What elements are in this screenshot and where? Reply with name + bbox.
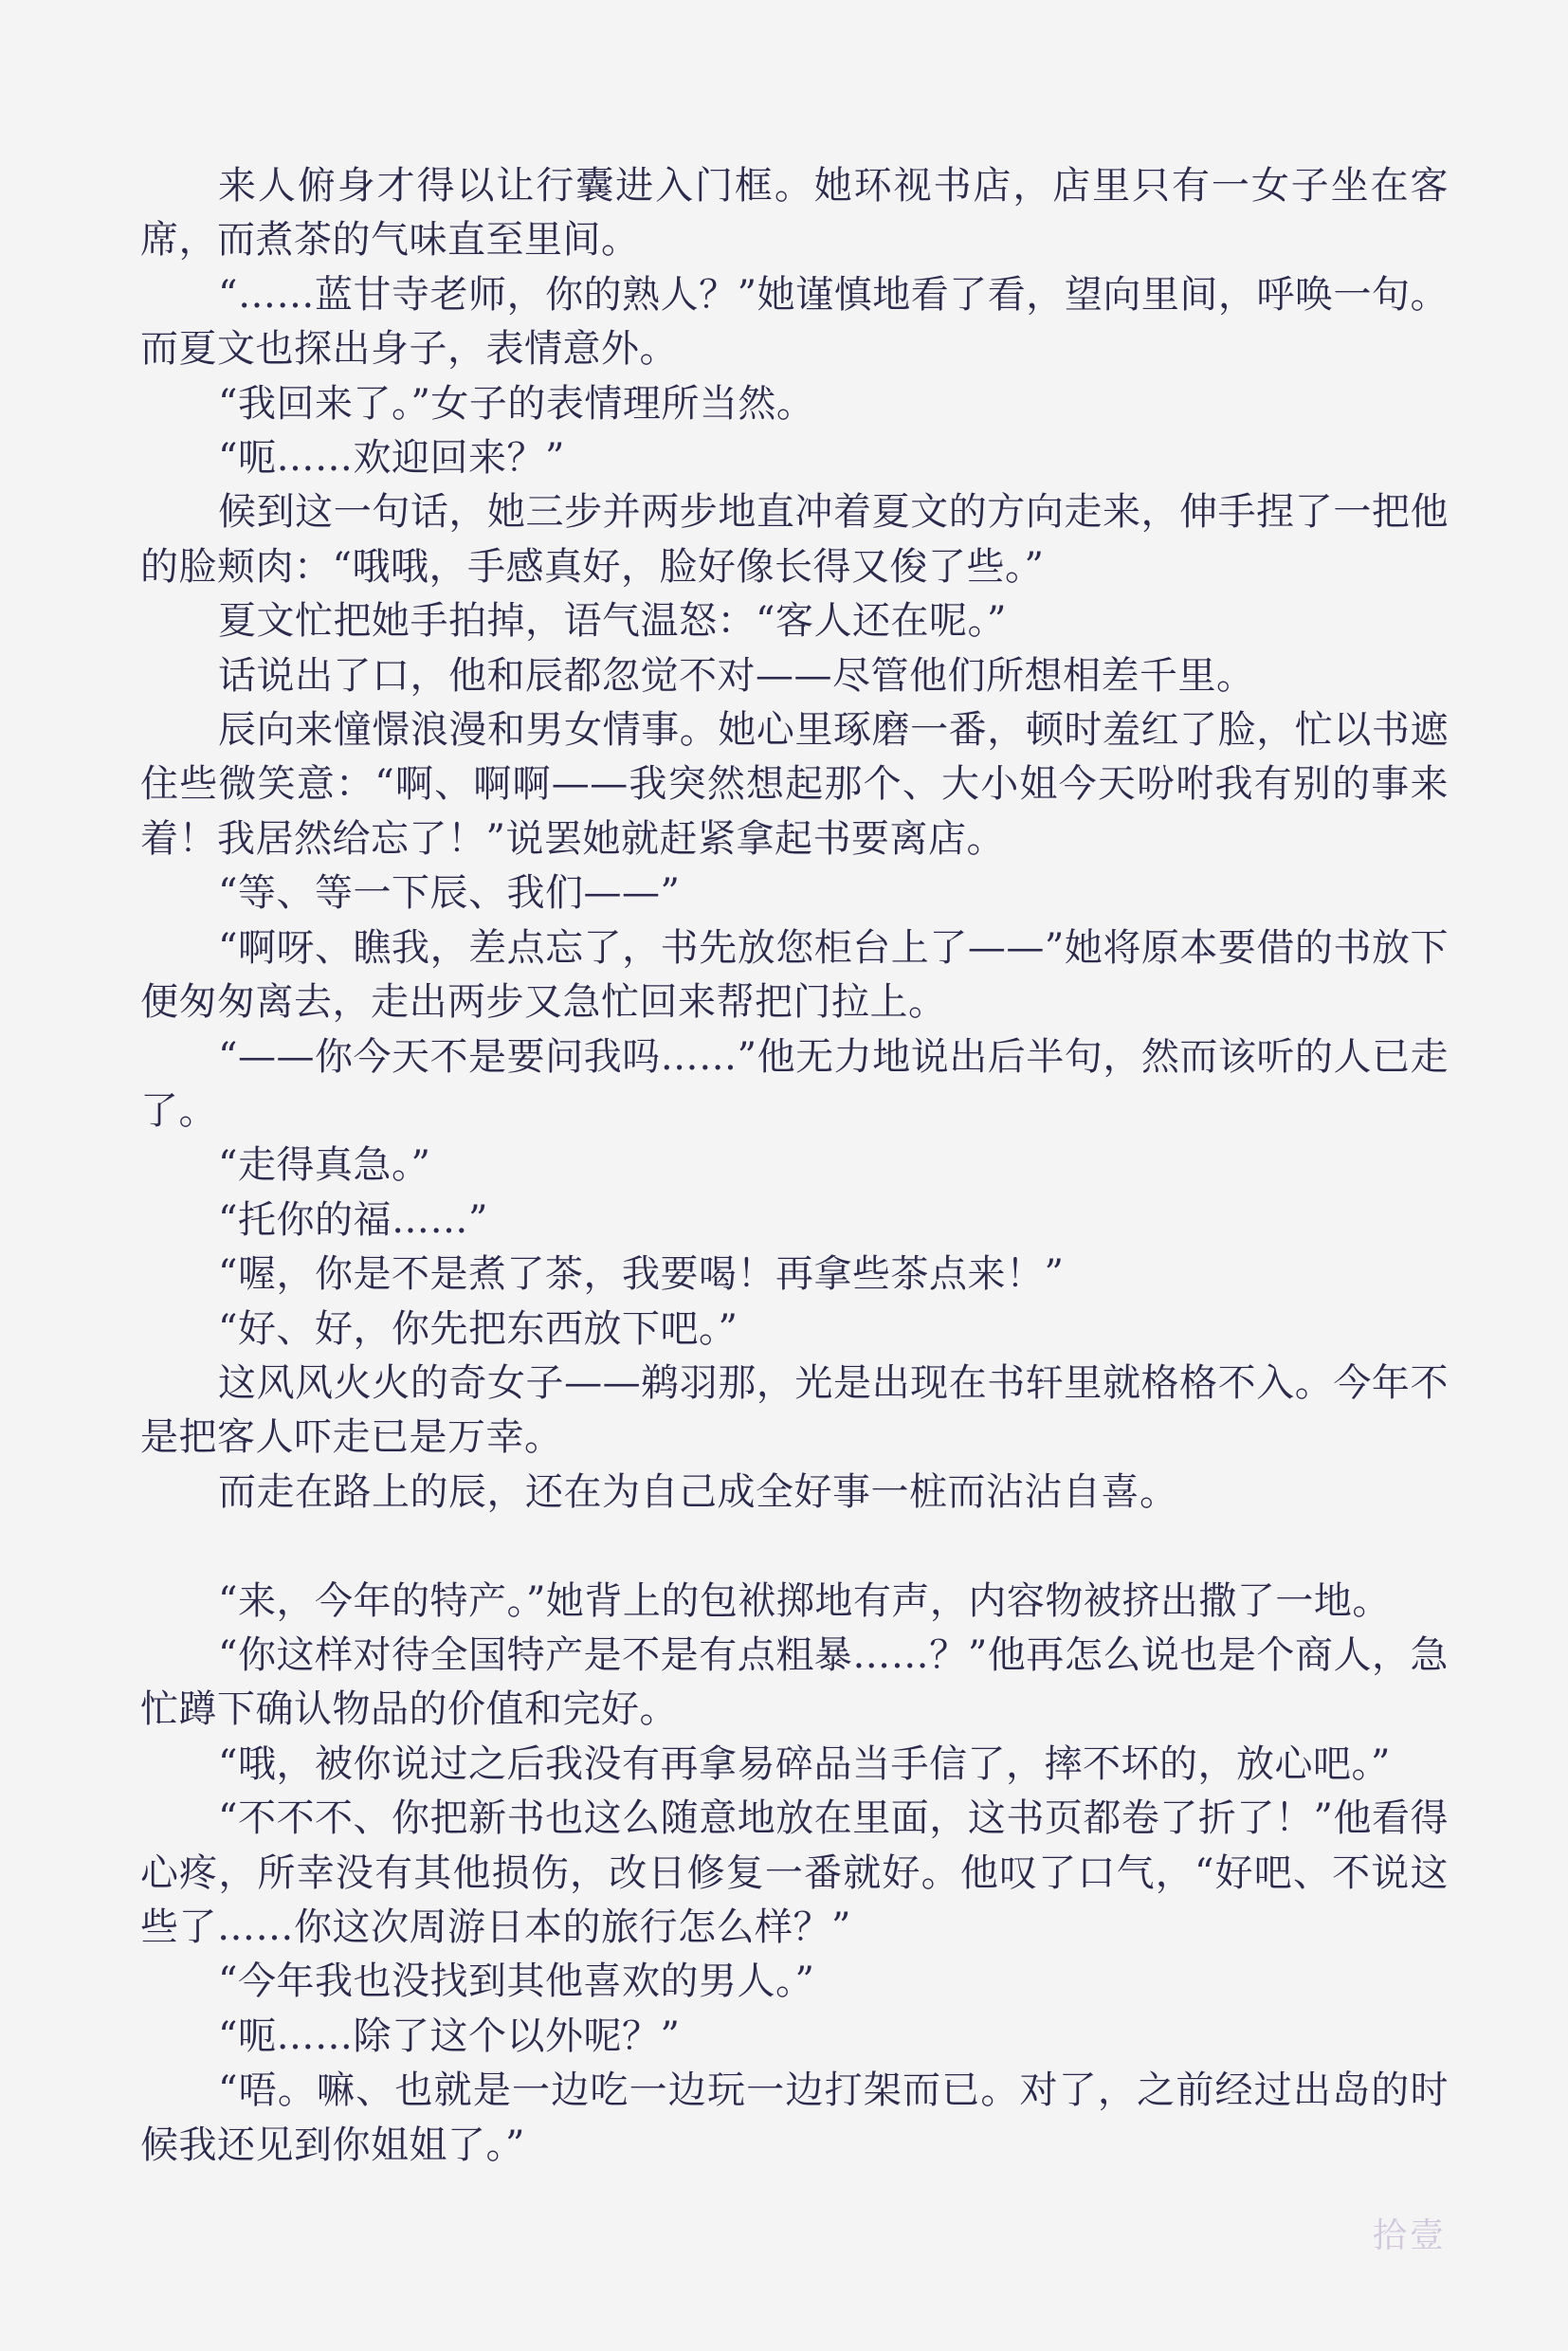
paragraph: “不不不、你把新书也这么随意地放在里面，这书页都卷了折了！”他看得心疼，所幸没有其他损伤，改日修复一番就好。他叹了口气，“好吧、不说这些了……你这次周游日本的旅行怎么样？” xyxy=(140,1796,1449,1949)
paragraph: “喔，你是不是煮了茶，我要喝！再拿些茶点来！” xyxy=(218,1252,1065,1297)
section-break xyxy=(140,1520,1449,1574)
paragraph: “唔。嘛、也就是一边吃一边玩一边打架而已。对了，之前经过出岛的时候我还见到你姐姐了。” xyxy=(140,2069,1449,2167)
paragraph: “等、等一下辰、我们——” xyxy=(218,871,681,916)
paragraph: “今年我也没找到其他喜欢的男人。” xyxy=(218,1959,815,2004)
paragraph: “——你今天不是要问我吗……”他无力地说出后半句，然而该听的人已走了。 xyxy=(140,1034,1449,1133)
paragraph: 而走在路上的辰，还在为自己成全好事一桩而沾沾自喜。 xyxy=(218,1469,1178,1514)
paragraph: “你这样对待全国特产是不是有点粗暴……？”他再怎么说也是个商人，急忙蹲下确认物品的价值和完好。 xyxy=(140,1632,1449,1732)
paragraph: 话说出了口，他和辰都忽觉不对——尽管他们所想相差千里。 xyxy=(218,653,1255,698)
page-body xyxy=(140,159,1449,2173)
paragraph: “托你的福……” xyxy=(218,1197,488,1242)
paragraph: “呃……欢迎回来？” xyxy=(218,436,565,481)
paragraph: “哦，被你说过之后我没有再拿易碎品当手信了，摔不坏的，放心吧。” xyxy=(218,1741,1391,1786)
text-section-1 xyxy=(140,159,1449,1520)
paragraph: 候到这一句话，她三步并两步地直冲着夏文的方向走来，伸手捏了一把他的脸颊肉：“哦哦，手感真好，脸好像长得又俊了些。” xyxy=(140,490,1449,589)
paragraph: 这风风火火的奇女子——鹈羽那，光是出现在书轩里就格格不入。今年不是把客人吓走已是万幸。 xyxy=(140,1360,1449,1460)
page-number: 拾壹 xyxy=(1372,2216,1447,2255)
paragraph: 辰向来憧憬浪漫和男女情事。她心里琢磨一番，顿时羞红了脸，忙以书遮住些微笑意：“啊、啊啊——我突然想起那个、大小姐今天吩咐我有别的事来着！我居然给忘了！”说罢她就赶紧拿起书要离店。 xyxy=(140,708,1449,861)
paragraph: “我回来了。”女子的表情理所当然。 xyxy=(218,381,815,426)
paragraph: “啊呀、瞧我，差点忘了，书先放您柜台上了——”她将原本要借的书放下便匆匆离去，走出两步又急忙回来帮把门拉上。 xyxy=(140,925,1449,1025)
paragraph: “走得真急。” xyxy=(218,1143,431,1188)
paragraph: “……蓝甘寺老师，你的熟人？”她谨慎地看了看，望向里间，呼唤一句。而夏文也探出身子，表情意外。 xyxy=(140,272,1449,372)
paragraph: 来人俯身才得以让行囊进入门框。她环视书店，店里只有一女子坐在客席，而煮茶的气味直至里间。 xyxy=(140,164,1449,263)
paragraph: “呃……除了这个以外呢？” xyxy=(218,2014,681,2058)
paragraph: 夏文忙把她手拍掉，语气温怒：“客人还在呢。” xyxy=(218,599,1007,644)
paragraph: “来，今年的特产。”她背上的包袱掷地有声，内容物被挤出撒了一地。 xyxy=(218,1578,1391,1623)
paragraph: “好、好，你先把东西放下吧。” xyxy=(218,1306,738,1351)
text-section-2 xyxy=(140,1575,1449,2173)
